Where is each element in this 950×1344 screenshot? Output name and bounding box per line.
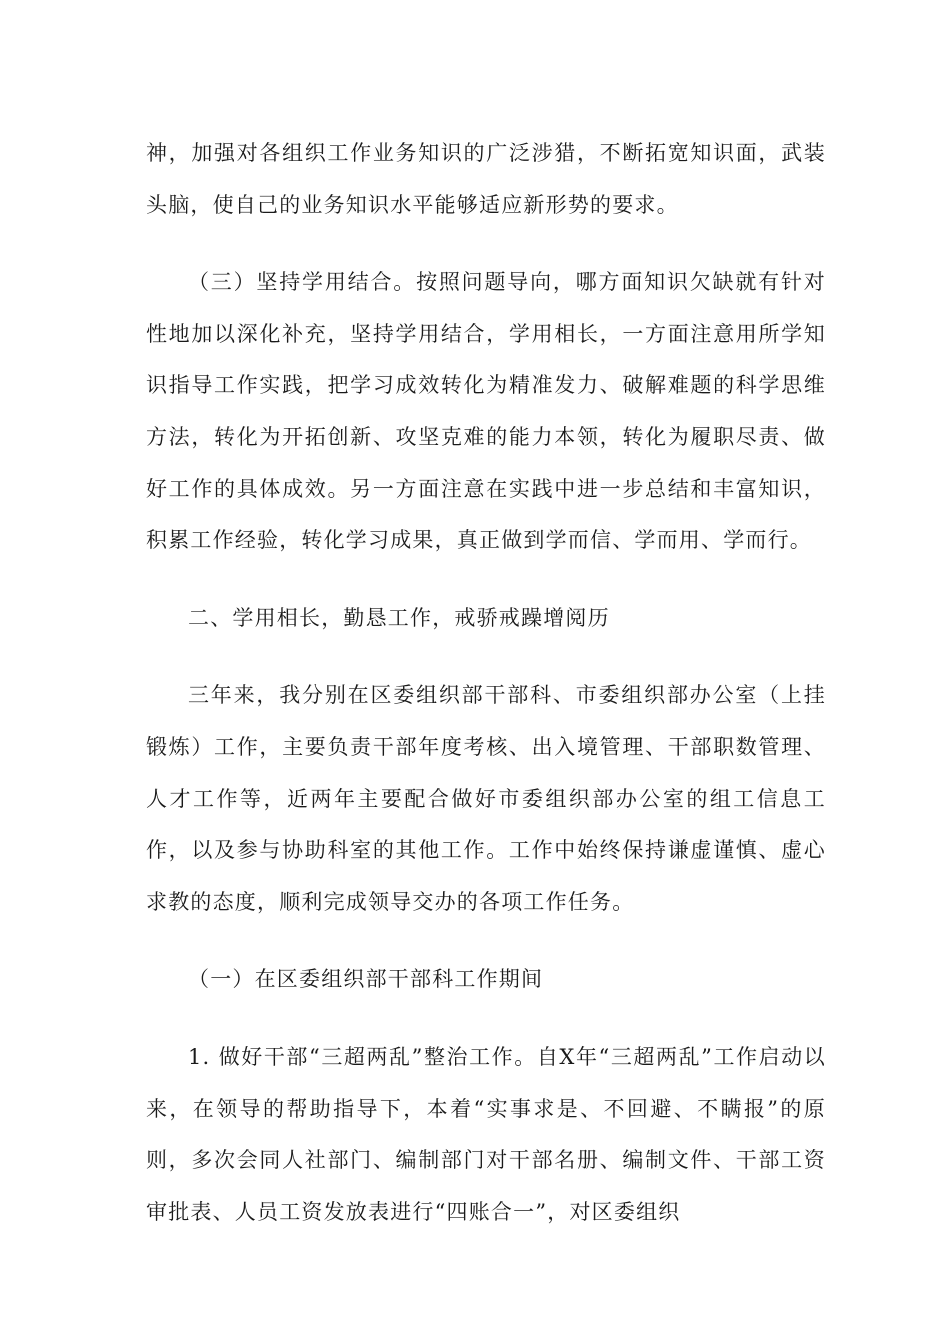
heading-part-two: 二、学用相长，勤恳工作，戒骄戒躁增阅历 [188, 605, 610, 630]
document-body [146, 128, 826, 1238]
subheading-one: （一）在区委组织部干部科工作期间 [188, 967, 544, 992]
paragraph-section-three: （三）坚持学用结合。按照问题导向，哪方面知识欠缺就有针对性地加以深化补充，坚持学用结合，学用相长，一方面注意用所学知识指导工作实践，把学习成效转化为精准发力、破解难题的科学思维方法，转化为开拓创新、攻坚克难的能力本领，转化为履职尽责、做好工作的具体成效。另一方面注意在实践中进一步总结和丰富知识，积累工作经验，转化学习成果，真正做到学而信、学而用、学而行。 [146, 270, 826, 553]
paragraph-three-years: 三年来，我分别在区委组织部干部科、市委组织部办公室（上挂锻炼）工作，主要负责干部年度考核、出入境管理、干部职数管理、人才工作等，近两年主要配合做好市委组织部办公室的组工信息工作，以及参与协助科室的其他工作。工作中始终保持谦虚谨慎、虚心求教的态度，顺利完成领导交办的各项工作任务。 [146, 683, 826, 914]
paragraph-item-one: 1. 做好干部“三超两乱”整治工作。自X年“三超两乱”工作启动以来，在领导的帮助指导下，本着“实事求是、不回避、不瞒报”的原则，多次会同人社部门、编制部门对干部名册、编制文件、干部工资审批表、人员工资发放表进行“四账合一”，对区委组织 [146, 1044, 826, 1224]
paragraph-continuation: 神，加强对各组织工作业务知识的广泛涉猎，不断拓宽知识面，武装头脑，使自己的业务知识水平能够适应新形势的要求。 [146, 141, 826, 217]
